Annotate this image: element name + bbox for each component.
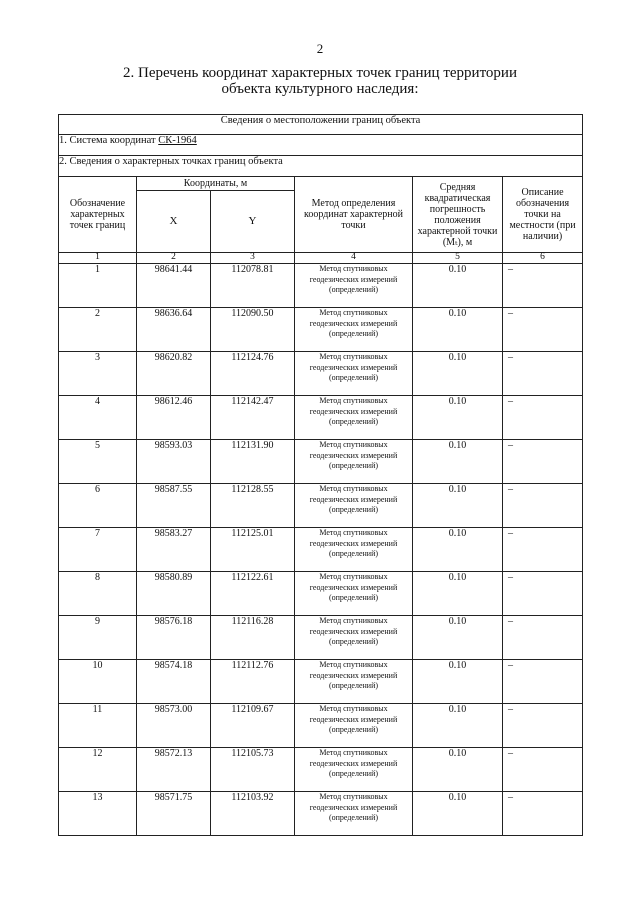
header-y: Y xyxy=(211,191,295,253)
error-cell: 0.10 xyxy=(413,440,503,484)
point-number-cell: 2 xyxy=(59,308,137,352)
method-cell: Метод спутниковых геодезических измерений (определений) xyxy=(295,528,413,572)
y-coordinate-cell: 112128.55 xyxy=(211,484,295,528)
table-row xyxy=(59,484,583,528)
y-coordinate-cell: 112124.76 xyxy=(211,352,295,396)
error-cell: 0.10 xyxy=(413,264,503,308)
error-cell: 0.10 xyxy=(413,792,503,836)
header-coordinates: Координаты, м xyxy=(137,177,295,191)
method-cell: Метод спутниковых геодезических измерений (определений) xyxy=(295,308,413,352)
y-coordinate-cell: 112109.67 xyxy=(211,704,295,748)
method-cell: Метод спутниковых геодезических измерений (определений) xyxy=(295,792,413,836)
description-cell: – xyxy=(503,528,583,572)
column-number: 6 xyxy=(503,253,583,264)
section-title xyxy=(60,65,580,97)
column-number: 2 xyxy=(137,253,211,264)
table-row xyxy=(59,528,583,572)
y-coordinate-cell: 112142.47 xyxy=(211,396,295,440)
x-coordinate-cell: 98641.44 xyxy=(137,264,211,308)
coordinate-system-value: СК-1964 xyxy=(158,135,197,146)
method-cell: Метод спутниковых геодезических измерений (определений) xyxy=(295,660,413,704)
point-number-cell: 7 xyxy=(59,528,137,572)
table-row xyxy=(59,660,583,704)
description-cell: – xyxy=(503,792,583,836)
column-number: 1 xyxy=(59,253,137,264)
header-x: X xyxy=(137,191,211,253)
x-coordinate-cell: 98620.82 xyxy=(137,352,211,396)
x-coordinate-cell: 98576.18 xyxy=(137,616,211,660)
method-cell: Метод спутниковых геодезических измерений (определений) xyxy=(295,748,413,792)
method-cell: Метод спутниковых геодезических измерений (определений) xyxy=(295,264,413,308)
table-body xyxy=(59,264,583,836)
subheading-row xyxy=(59,156,583,177)
y-coordinate-cell: 112105.73 xyxy=(211,748,295,792)
description-cell: – xyxy=(503,616,583,660)
error-cell: 0.10 xyxy=(413,704,503,748)
coordinate-system-label: 1. Система координат xyxy=(59,135,159,146)
point-number-cell: 1 xyxy=(59,264,137,308)
table-row xyxy=(59,352,583,396)
table-banner: Сведения о местоположении границ объекта xyxy=(59,115,583,135)
table-row xyxy=(59,308,583,352)
description-cell: – xyxy=(503,660,583,704)
description-cell: – xyxy=(503,352,583,396)
method-cell: Метод спутниковых геодезических измерений (определений) xyxy=(295,616,413,660)
x-coordinate-cell: 98571.75 xyxy=(137,792,211,836)
column-number: 4 xyxy=(295,253,413,264)
coordinate-system xyxy=(59,135,583,156)
point-number-cell: 4 xyxy=(59,396,137,440)
x-coordinate-cell: 98573.00 xyxy=(137,704,211,748)
x-coordinate-cell: 98587.55 xyxy=(137,484,211,528)
y-coordinate-cell: 112103.92 xyxy=(211,792,295,836)
method-cell: Метод спутниковых геодезических измерений (определений) xyxy=(295,572,413,616)
method-cell: Метод спутниковых геодезических измерений (определений) xyxy=(295,352,413,396)
error-cell: 0.10 xyxy=(413,572,503,616)
y-coordinate-cell: 112131.90 xyxy=(211,440,295,484)
x-coordinate-cell: 98612.46 xyxy=(137,396,211,440)
description-cell: – xyxy=(503,308,583,352)
point-number-cell: 10 xyxy=(59,660,137,704)
description-cell: – xyxy=(503,748,583,792)
column-number: 3 xyxy=(211,253,295,264)
x-coordinate-cell: 98574.18 xyxy=(137,660,211,704)
point-number-cell: 8 xyxy=(59,572,137,616)
method-cell: Метод спутниковых геодезических измерений (определений) xyxy=(295,440,413,484)
column-number: 5 xyxy=(413,253,503,264)
x-coordinate-cell: 98593.03 xyxy=(137,440,211,484)
point-number-cell: 11 xyxy=(59,704,137,748)
table-row xyxy=(59,440,583,484)
column-number-row xyxy=(59,253,583,264)
table-row xyxy=(59,748,583,792)
table-subheading: 2. Сведения о характерных точках границ объекта xyxy=(59,156,583,177)
description-cell: – xyxy=(503,484,583,528)
x-coordinate-cell: 98580.89 xyxy=(137,572,211,616)
section-title-line-1: 2. Перечень координат характерных точек границ территории xyxy=(123,65,517,81)
point-number-cell: 9 xyxy=(59,616,137,660)
table-row xyxy=(59,616,583,660)
section-title-line-2: объекта культурного наследия: xyxy=(221,81,419,97)
y-coordinate-cell: 112125.01 xyxy=(211,528,295,572)
header-designation: Обозначение характерных точек границ xyxy=(59,177,137,253)
table-row xyxy=(59,792,583,836)
table-banner-row xyxy=(59,115,583,135)
y-coordinate-cell: 112112.76 xyxy=(211,660,295,704)
error-cell: 0.10 xyxy=(413,660,503,704)
header-method: Метод определения координат характерной точки xyxy=(295,177,413,253)
description-cell: – xyxy=(503,264,583,308)
point-number-cell: 3 xyxy=(59,352,137,396)
method-cell: Метод спутниковых геодезических измерений (определений) xyxy=(295,704,413,748)
point-number-cell: 5 xyxy=(59,440,137,484)
method-cell: Метод спутниковых геодезических измерений (определений) xyxy=(295,396,413,440)
error-cell: 0.10 xyxy=(413,484,503,528)
y-coordinate-cell: 112090.50 xyxy=(211,308,295,352)
error-cell: 0.10 xyxy=(413,528,503,572)
error-cell: 0.10 xyxy=(413,352,503,396)
point-number-cell: 13 xyxy=(59,792,137,836)
header-row-1 xyxy=(59,177,583,191)
header-description: Описание обозначения точки на местности (при наличии) xyxy=(503,177,583,253)
y-coordinate-cell: 112122.61 xyxy=(211,572,295,616)
error-cell: 0.10 xyxy=(413,308,503,352)
point-number-cell: 6 xyxy=(59,484,137,528)
coordinates-table xyxy=(58,114,583,836)
table-row xyxy=(59,264,583,308)
description-cell: – xyxy=(503,440,583,484)
table-row xyxy=(59,704,583,748)
table-row xyxy=(59,572,583,616)
description-cell: – xyxy=(503,572,583,616)
x-coordinate-cell: 98572.13 xyxy=(137,748,211,792)
error-cell: 0.10 xyxy=(413,396,503,440)
header-error: Средняя квадратическая погрешность положения характерной точки (Mₜ), м xyxy=(413,177,503,253)
y-coordinate-cell: 112116.28 xyxy=(211,616,295,660)
table-row xyxy=(59,396,583,440)
description-cell: – xyxy=(503,704,583,748)
y-coordinate-cell: 112078.81 xyxy=(211,264,295,308)
coordinate-system-row xyxy=(59,135,583,156)
page-number: 2 xyxy=(316,41,324,56)
error-cell: 0.10 xyxy=(413,616,503,660)
x-coordinate-cell: 98583.27 xyxy=(137,528,211,572)
error-cell: 0.10 xyxy=(413,748,503,792)
method-cell: Метод спутниковых геодезических измерений (определений) xyxy=(295,484,413,528)
point-number-cell: 12 xyxy=(59,748,137,792)
x-coordinate-cell: 98636.64 xyxy=(137,308,211,352)
description-cell: – xyxy=(503,396,583,440)
